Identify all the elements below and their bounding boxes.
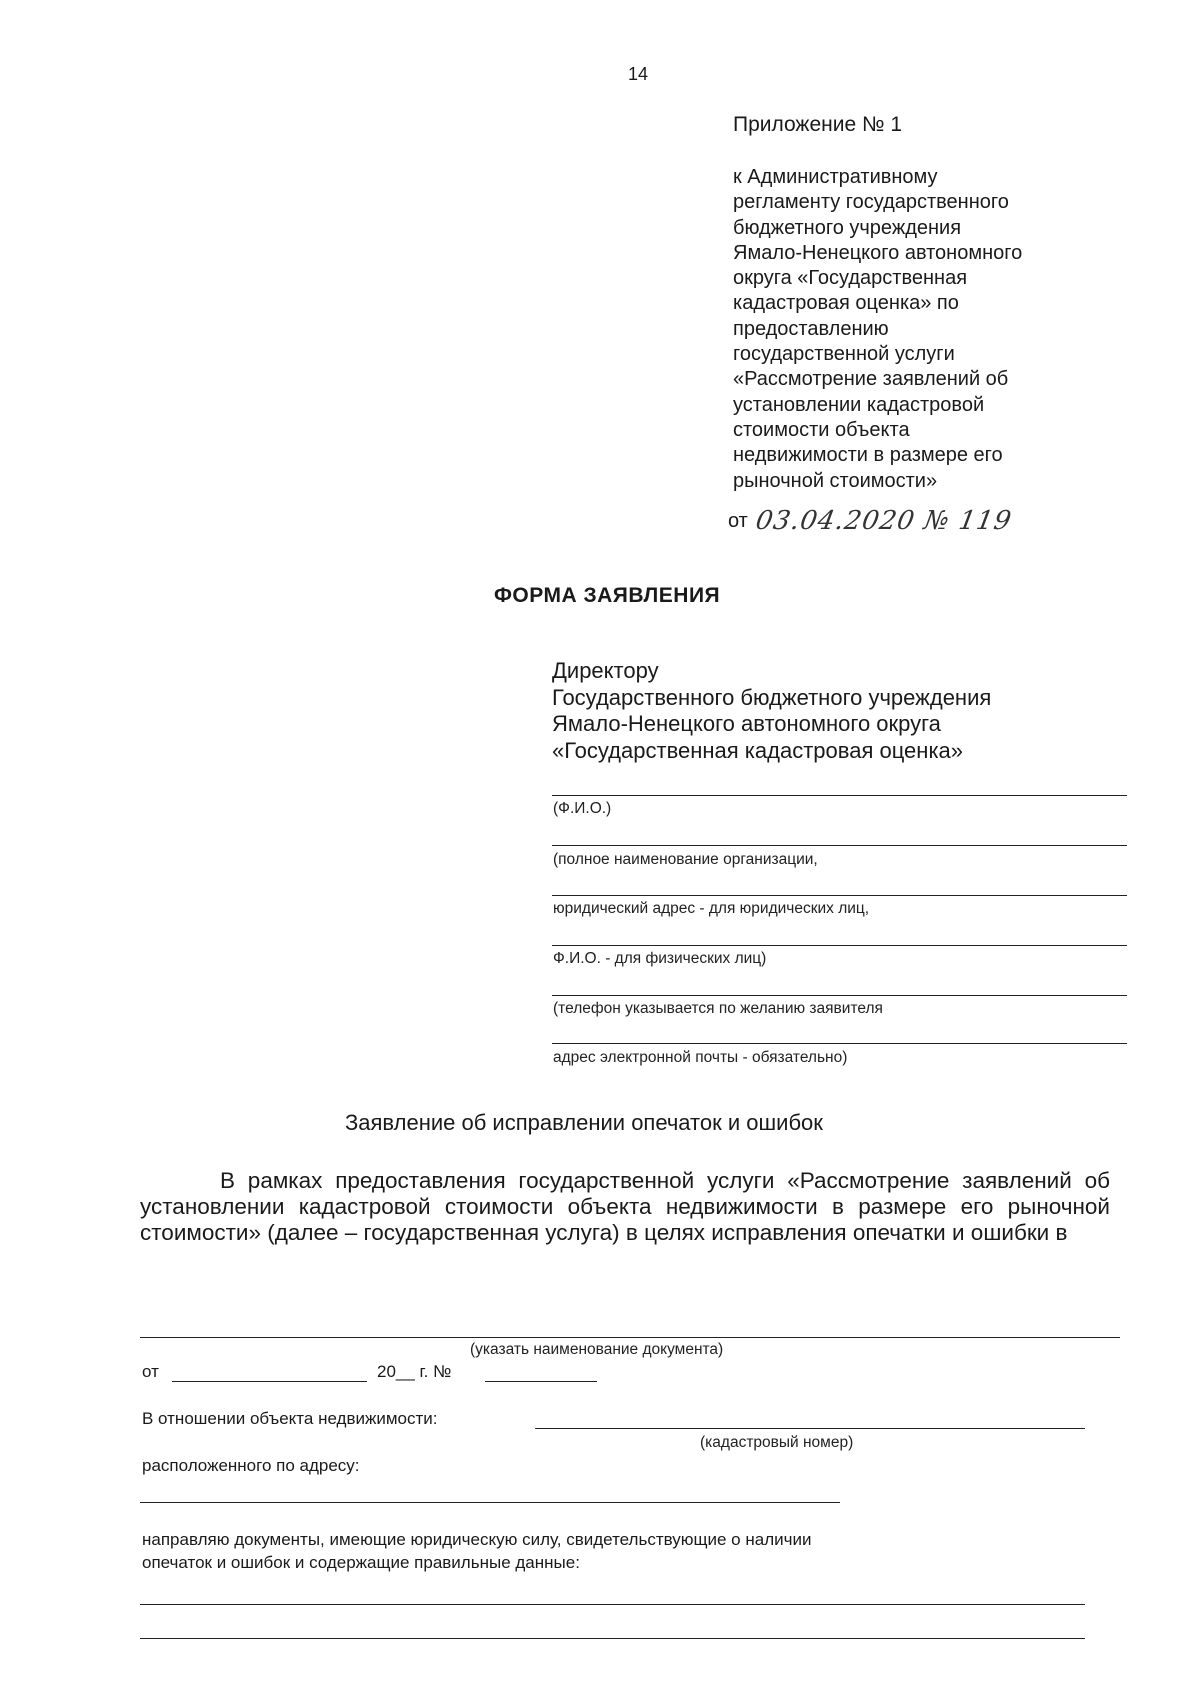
appendix-line: государственной услуги: [733, 343, 955, 366]
appendix-line: «Рассмотрение заявлений об: [733, 368, 1009, 391]
caption-fio: (Ф.И.О.): [553, 800, 612, 817]
caption-person: Ф.И.О. - для физических лиц): [553, 950, 767, 967]
appendix-line: регламенту государственного: [733, 191, 1009, 214]
recipient-line: Государственного бюджетного учреждения: [552, 684, 992, 710]
page-number: 14: [628, 64, 649, 84]
address-line[interactable]: [140, 1502, 840, 1503]
documents-line-2[interactable]: [140, 1638, 1085, 1639]
appendix-body: [733, 165, 1093, 494]
appendix-date: [728, 506, 1015, 536]
appendix-line: кадастровая оценка» по: [733, 292, 959, 315]
recipient-line: Директору: [552, 658, 659, 683]
caption-email: адрес электронной почты - обязательно): [553, 1049, 848, 1066]
appendix-line: бюджетного учреждения: [733, 216, 962, 239]
cadastral-caption: (кадастровый номер): [700, 1434, 854, 1451]
doc-caption: (указать наименование документа): [470, 1341, 724, 1358]
recipient-line: «Государственная кадастровая оценка»: [552, 737, 964, 763]
applicant-name-line[interactable]: [552, 795, 1127, 796]
appendix-title: Приложение № 1: [733, 113, 903, 136]
appendix-line: предоставлению: [733, 317, 889, 340]
statement-title: Заявление об исправлении опечаток и ошибок: [345, 1110, 823, 1135]
appendix-line: стоимости объекта: [733, 418, 910, 441]
documents-text-1: направляю документы, имеющие юридическую силу, свидетельствующие о наличии: [142, 1530, 812, 1549]
caption-phone: (телефон указывается по желанию заявителя: [553, 1000, 883, 1017]
statement-paragraph: В рамках предоставления государственной услуги «Рассмотрение заявлений об установлении кадастровой стоимости объекта недвижимости в размере его рыночной стоимости» (далее – государственная услуга) в целях исправления опечатки и ошибки в: [140, 1168, 1110, 1245]
email-line[interactable]: [552, 1043, 1127, 1044]
recipient-line: Ямало-Ненецкого автономного округа: [552, 711, 941, 736]
recipient-block: [552, 658, 991, 764]
date-prefix: от: [728, 509, 748, 532]
number-blank[interactable]: [485, 1381, 597, 1382]
appendix-line: к Административному: [733, 166, 938, 188]
appendix-line: округа «Государственная: [733, 267, 968, 290]
object-label: В отношении объекта недвижимости:: [142, 1409, 438, 1428]
from-label: от: [142, 1362, 159, 1381]
address-label: расположенного по адресу:: [142, 1456, 360, 1475]
org-name-line[interactable]: [552, 845, 1127, 846]
handwritten-date: 03.04.2020 № 119: [753, 506, 1015, 536]
appendix-line: Ямало-Ненецкого автономного: [733, 241, 1023, 264]
documents-text-2: опечаток и ошибок и содержащие правильные данные:: [142, 1553, 580, 1572]
form-title: ФОРМА ЗАЯВЛЕНИЯ: [494, 584, 721, 607]
documents-line-1[interactable]: [140, 1604, 1085, 1605]
caption-org: (полное наименование организации,: [553, 851, 818, 868]
cadastral-number-line[interactable]: [535, 1428, 1085, 1429]
document-name-line[interactable]: [140, 1337, 1120, 1338]
phone-line[interactable]: [552, 995, 1127, 996]
appendix-line: установлении кадастровой: [733, 393, 985, 416]
appendix-line: рыночной стоимости»: [733, 469, 938, 492]
year-label: 20__ г. №: [377, 1362, 452, 1381]
date-blank[interactable]: [172, 1381, 367, 1382]
appendix-line: недвижимости в размере его: [733, 444, 1003, 467]
legal-address-line[interactable]: [552, 895, 1127, 896]
caption-legal-address: юридический адрес - для юридических лиц,: [553, 900, 870, 917]
person-name-line[interactable]: [552, 945, 1127, 946]
